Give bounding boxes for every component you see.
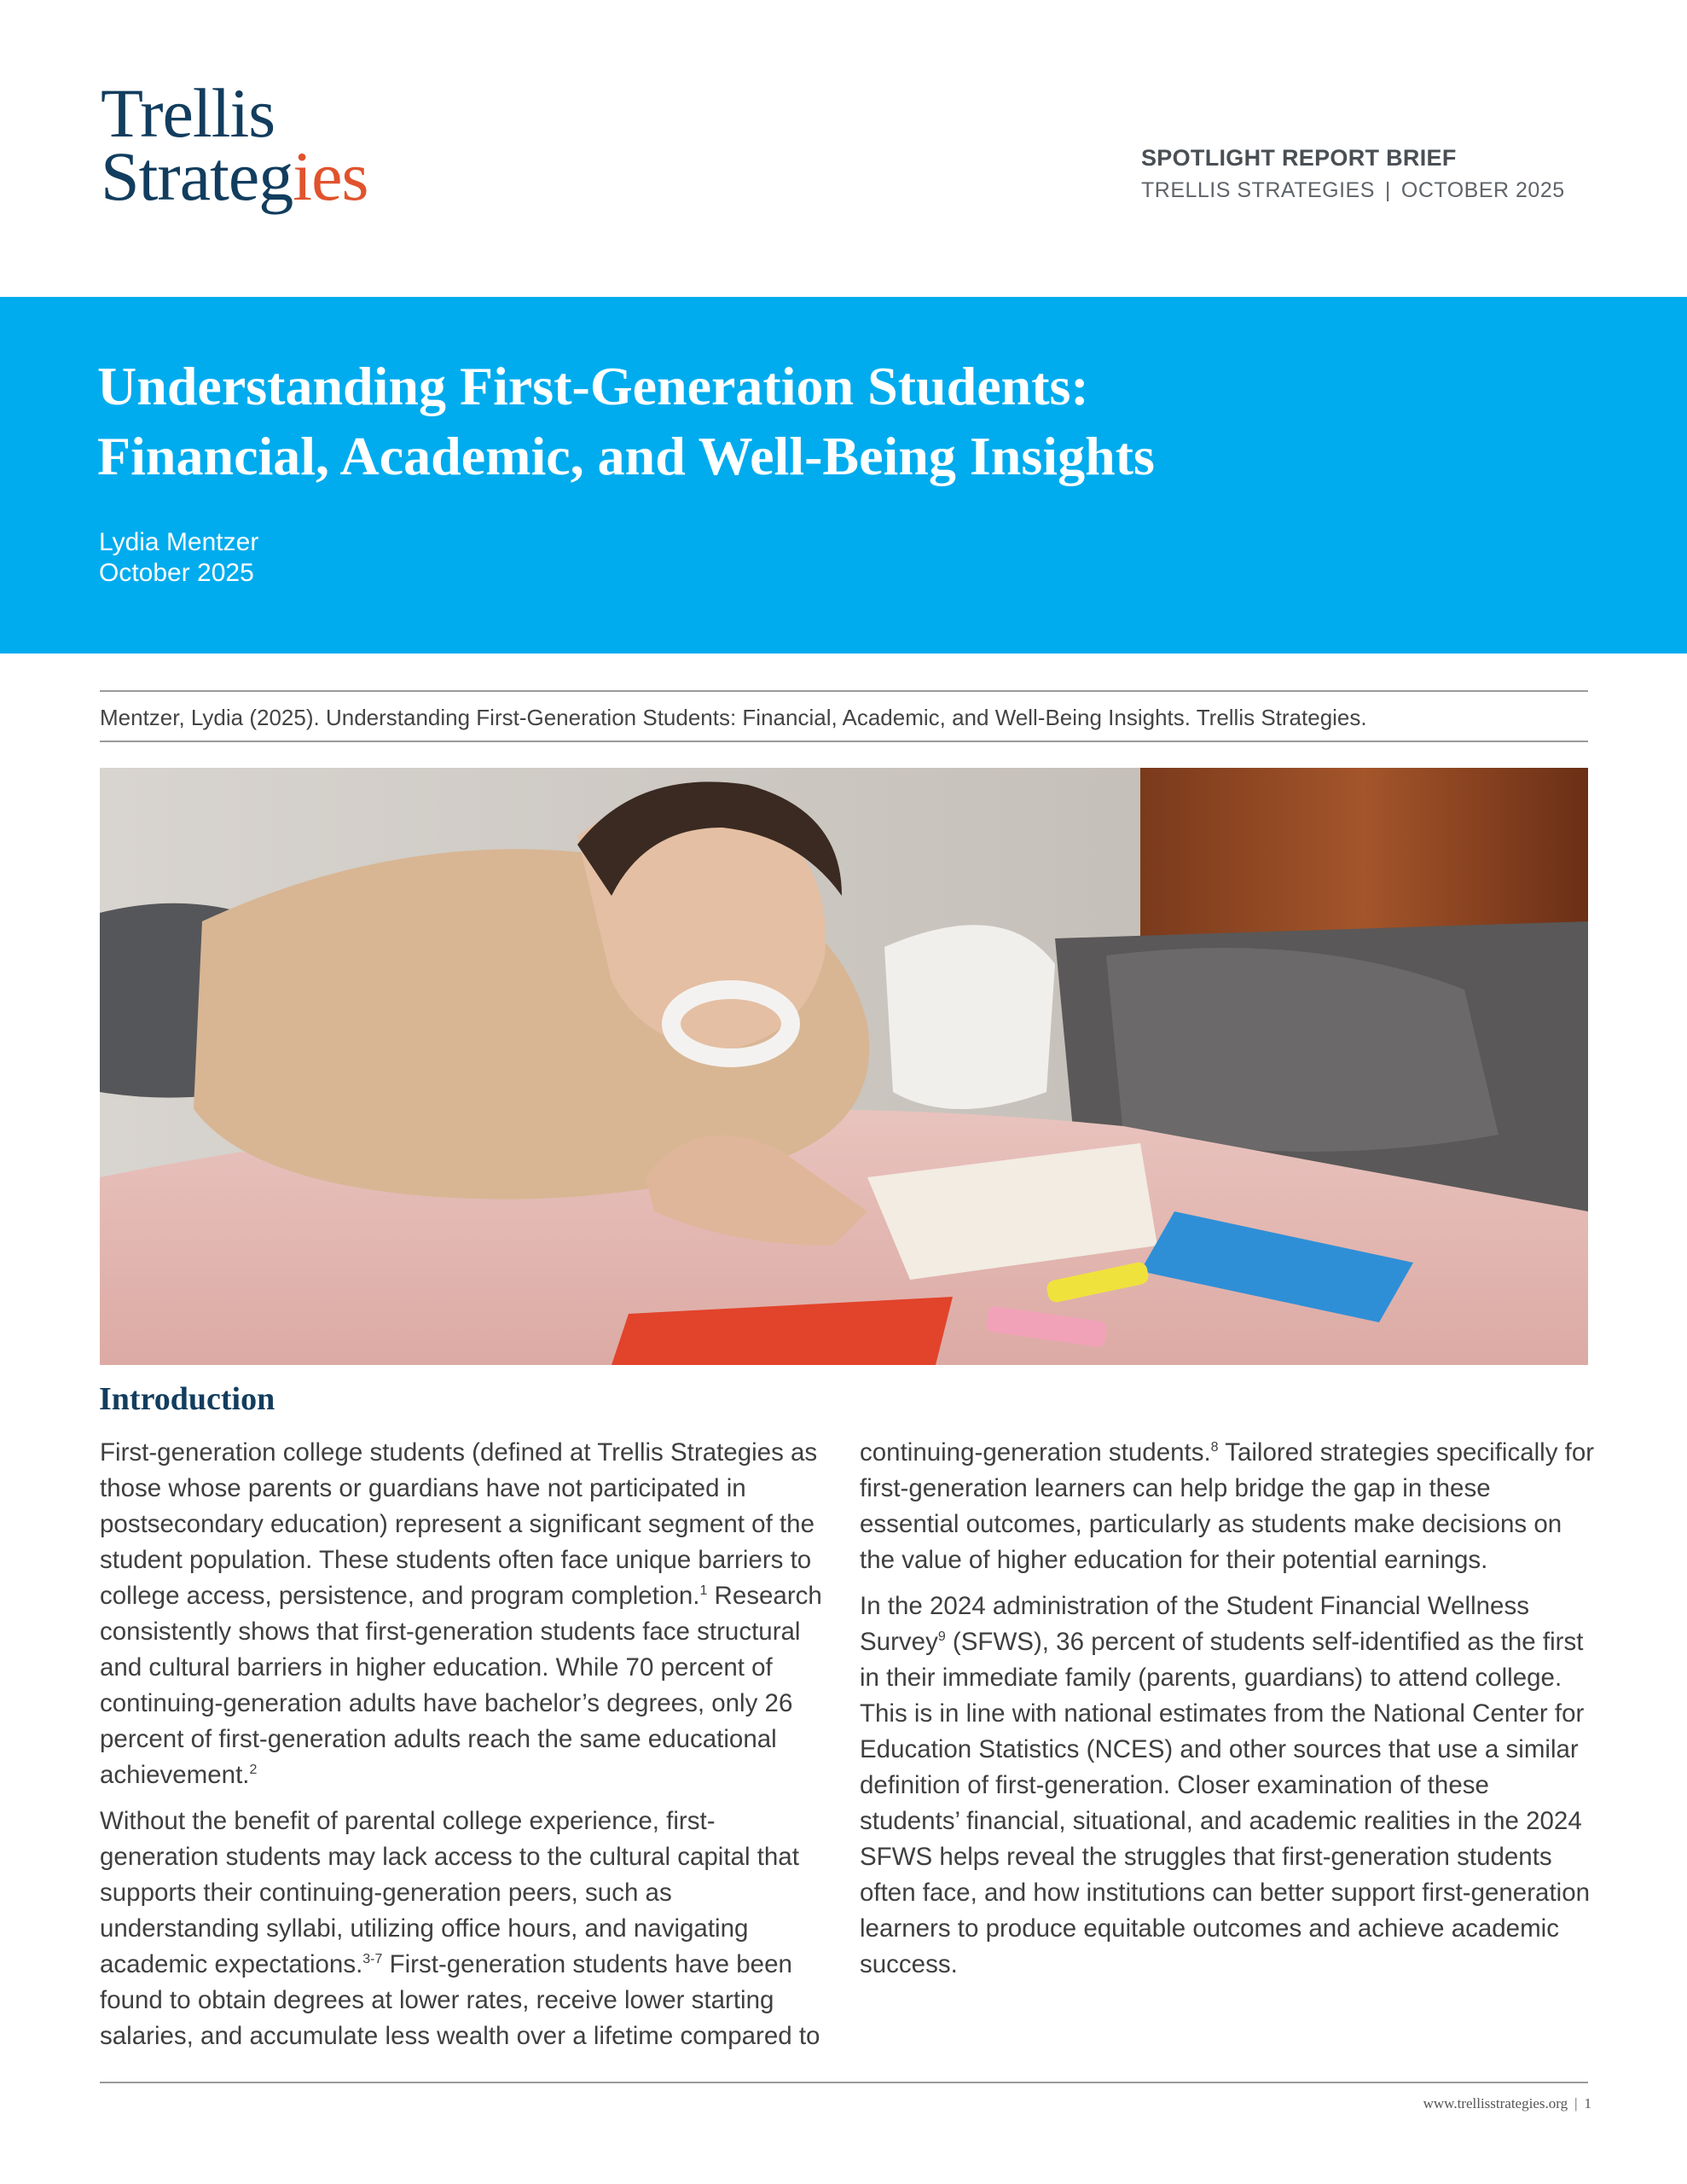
title-banner: [0, 297, 1687, 653]
footnote-ref-2: 2: [249, 1763, 258, 1778]
footnote-ref-3-7: 3-7: [362, 1952, 383, 1967]
report-org: TRELLIS STRATEGIES: [1141, 178, 1375, 202]
student-studying-photo: [100, 768, 1588, 1365]
report-header: [1141, 145, 1565, 203]
intro-p3-text-a: In the 2024 administration of the Student Financial Wellness Survey: [860, 1592, 1529, 1656]
introduction-heading: Introduction: [99, 1381, 275, 1417]
trellis-strategies-logo: [101, 74, 368, 215]
footnote-ref-9: 9: [937, 1629, 946, 1645]
title-line-1: Understanding First-Generation Students:: [97, 356, 1089, 416]
publication-date: October 2025: [99, 559, 254, 587]
photo-illustration: [100, 768, 1588, 1365]
report-date: OCTOBER 2025: [1400, 178, 1565, 202]
page-title: [97, 351, 1155, 491]
logo-line-2: [101, 137, 368, 215]
logo-line-2-accent: ies: [293, 137, 368, 215]
intro-p2-continued-text-c: Tailored strategies specifically for first-generation learners can help bridge the gap in these essential outcomes, particularly as students make decisions on the value of higher education for their potential earnings.: [860, 1438, 1595, 1574]
author-name: Lydia Mentzer: [99, 528, 259, 556]
footnote-ref-8-continued: 8: [1210, 1440, 1219, 1455]
title-line-2: Financial, Academic, and Well-Being Insights: [97, 426, 1155, 486]
report-meta-separator: |: [1384, 178, 1391, 202]
intro-paragraph-3: [860, 1589, 1595, 1983]
intro-p1-text-b: Research consistently shows that first-generation students face structural and cultural barriers in higher education. While 70 percent of continuing-generation adults have bachelor’s degrees, only 26 percent of first-generation adults reach the same educational achievement.: [100, 1582, 822, 1789]
citation-bottom-divider: [100, 741, 1588, 742]
citation-top-divider: [100, 690, 1588, 692]
photo-white-pillow: [884, 925, 1055, 1109]
logo-line-1: Trellis: [101, 74, 275, 152]
intro-p2-text-b: First-generation students have been found to obtain degrees at lower rates, receive lower starting salaries, and accumulate less wealth over a lifetime compared to: [100, 1950, 820, 2050]
intro-p2-text-a: Without the benefit of parental college experience, first-generation students may lack access to the cultural capital that supports their continuing-generation peers, such as understanding syllabi, utilizing office hours, and navigating academic expectations.: [100, 1807, 799, 1978]
intro-paragraph-1: [100, 1435, 829, 1793]
footnote-ref-1: 1: [699, 1583, 708, 1599]
page-footer: [1423, 2095, 1591, 2112]
intro-paragraph-2-continued: [860, 1435, 1595, 1578]
intro-paragraph-2: [100, 1804, 829, 2054]
intro-p3-text-b: (SFWS), 36 percent of students self-identified as the first in their immediate family (parents, guardians) to attend college. This is in line with national estimates from the National Center for Education Statistics (NCES) and other sources that use a similar definition of first-generation. Closer examination of these students’ financial, situational, and academic realities in the 2024 SFWS helps reveal the struggles that first-generation students often face, and how institutions can better support first-generation learners to produce equitable outcomes and achieve academic success.: [860, 1628, 1591, 1978]
intro-column-left: [100, 1435, 829, 2065]
footer-divider: [100, 2082, 1588, 2083]
intro-column-right: [860, 1435, 1595, 1993]
page-number: 1: [1584, 2095, 1591, 2111]
report-meta: [1141, 178, 1565, 203]
intro-p1-text-a: First-generation college students (defined at Trellis Strategies as those whose parents or guardians have not participated in postsecondary education) represent a significant segment of the student population. These students often face unique barriers to college access, persistence, and program completion.: [100, 1438, 818, 1610]
intro-p2-continued-text: continuing-generation students.: [860, 1438, 1211, 1467]
citation-text: Mentzer, Lydia (2025). Understanding First-Generation Students: Financial, Academic, and Well-Being Insights. Trellis Strategies.: [100, 705, 1367, 730]
logo-line-2-main: Strateg: [101, 137, 293, 215]
footer-url[interactable]: www.trellisstrategies.org: [1423, 2095, 1568, 2111]
report-type: SPOTLIGHT REPORT BRIEF: [1141, 145, 1457, 171]
footer-separator: |: [1574, 2095, 1578, 2111]
